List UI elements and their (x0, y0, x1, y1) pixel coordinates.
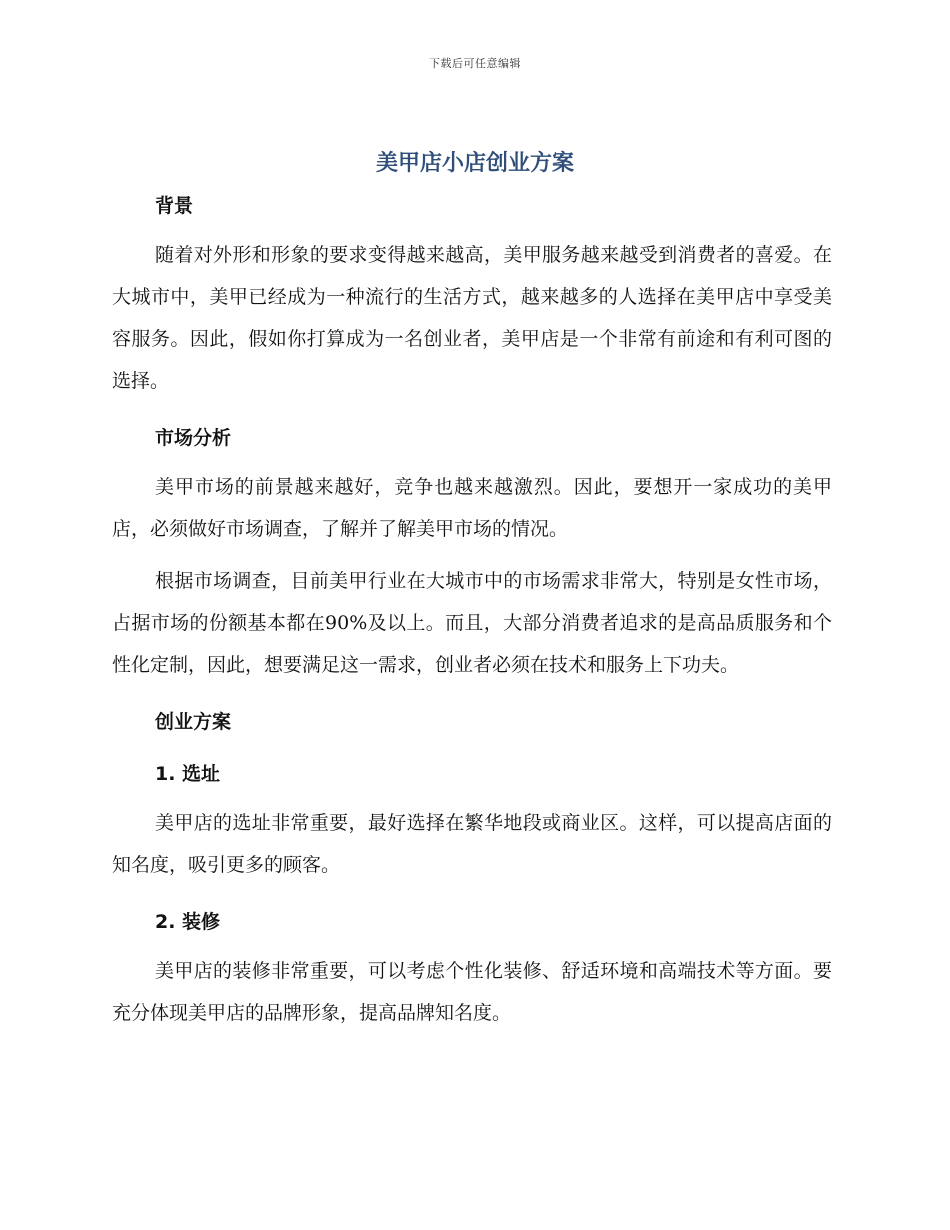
paragraph-location: 美甲店的选址非常重要，最好选择在繁华地段或商业区。这样，可以提高店面的知名度，吸引更多的顾客。 (112, 812, 832, 876)
paragraph-background: 随着对外形和形象的要求变得越来越高，美甲服务越来越受到消费者的喜爱。在大城市中，美甲已经成为一种流行的生活方式，越来越多的人选择在美甲店中享受美容服务。因此，假如你打算成为一名创业者，美甲店是一个非常有前途和有利可图的选择。 (112, 244, 832, 392)
section-heading-market: 市场分析 (155, 427, 232, 449)
subheading-decoration: 2. 装修 (155, 911, 221, 933)
paragraph-market-2: 根据市场调查，目前美甲行业在大城市中的市场需求非常大，特别是女性市场，占据市场的份额基本都在90%及以上。而且，大部分消费者追求的是高品质服务和个性化定制，因此，想要满足这一需求，创业者必须在技术和服务上下功夫。 (112, 570, 832, 676)
paragraph-market-1: 美甲市场的前景越来越好，竞争也越来越激烈。因此，要想开一家成功的美甲店，必须做好市场调查，了解并了解美甲市场的情况。 (112, 476, 832, 540)
subheading-location: 1. 选址 (155, 763, 221, 785)
section-heading-plan: 创业方案 (155, 711, 232, 733)
document-title: 美甲店小店创业方案 (375, 151, 574, 176)
header-note: 下载后可任意编辑 (429, 57, 521, 70)
paragraph-decoration: 美甲店的装修非常重要，可以考虑个性化装修、舒适环境和高端技术等方面。要充分体现美甲店的品牌形象，提高品牌知名度。 (112, 960, 832, 1024)
section-heading-background: 背景 (155, 195, 194, 217)
document-body (112, 190, 832, 1034)
